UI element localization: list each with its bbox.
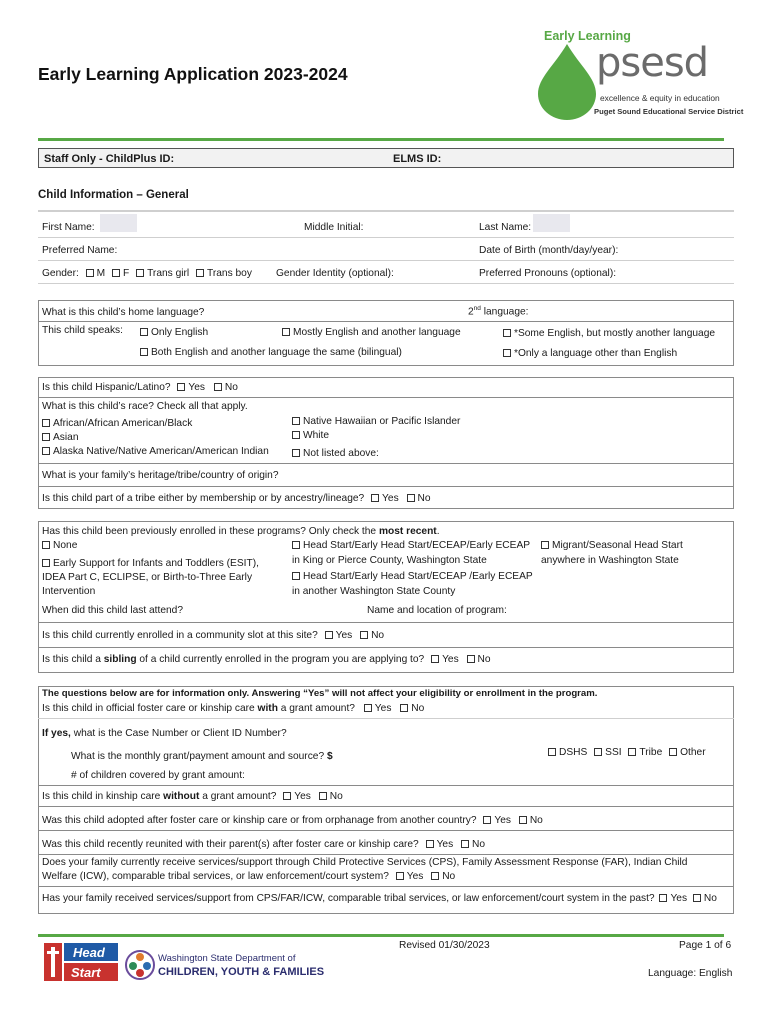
past-services-row xyxy=(42,893,717,904)
race-hawaiian-checkbox[interactable] xyxy=(292,417,300,425)
hispanic-question: Is this child Hispanic/Latino? xyxy=(42,382,171,393)
kinship-question-start: Is this child in kinship care xyxy=(42,791,164,802)
race-not-listed-option: Not listed above: xyxy=(292,448,379,459)
elms-id-label: ELMS ID: xyxy=(393,153,442,165)
head-start-logo xyxy=(44,943,118,981)
cps-no-label: No xyxy=(442,871,456,882)
sibling-question-start: Is this child a xyxy=(42,654,104,665)
middle-initial-label: Middle Initial: xyxy=(304,222,364,233)
foster-question-end: a grant amount? xyxy=(277,703,355,714)
kinship-no-label: No xyxy=(329,791,343,802)
hs-other-line-2: in another Washington State County xyxy=(292,586,456,597)
revised-date: Revised 01/30/2023 xyxy=(399,940,490,951)
hs-other-option: Head Start/Early Head Start/ECEAP /Early ECEAP xyxy=(292,571,533,582)
cps-yes-checkbox[interactable] xyxy=(396,872,404,880)
row-divider xyxy=(38,622,734,623)
cps-row xyxy=(42,871,455,882)
row-divider xyxy=(38,486,734,487)
source-tribe-label: Tribe xyxy=(639,747,663,758)
tribe-yes-checkbox[interactable] xyxy=(371,494,379,502)
mostly-english-checkbox[interactable] xyxy=(282,328,290,336)
adopted-no-checkbox[interactable] xyxy=(519,816,527,824)
past-yes-checkbox[interactable] xyxy=(659,894,667,902)
foster-question-bold: with xyxy=(257,703,278,714)
row-divider xyxy=(38,647,734,648)
last-name-label: Last Name: xyxy=(479,222,532,233)
reunited-no-label: No xyxy=(472,839,486,850)
language-label: Language: English xyxy=(648,968,733,979)
cps-yes-label: Yes xyxy=(406,871,424,882)
tribe-yes-label: Yes xyxy=(382,493,399,504)
tribe-no-checkbox[interactable] xyxy=(407,494,415,502)
foster-yes-label: Yes xyxy=(374,703,392,714)
race-african-checkbox[interactable] xyxy=(42,419,50,427)
gender-transgirl-label: Trans girl xyxy=(147,268,190,279)
some-english-checkbox[interactable] xyxy=(503,329,511,337)
dcyf-line-2: CHILDREN, YOUTH & FAMILIES xyxy=(158,966,325,978)
esit-option: Early Support for Infants and Toddlers (ESIT), xyxy=(42,558,259,569)
tribe-question: Is this child part of a tribe either by membership or by ancestry/lineage? xyxy=(42,493,365,504)
only-other-checkbox[interactable] xyxy=(503,349,511,357)
esit-line-2: IDEA Part C, ECLIPSE, or Birth-to-Three Early xyxy=(42,572,253,583)
row-divider xyxy=(38,260,734,261)
reunited-question: Was this child recently reunited with their parent(s) after foster care or kinship care? xyxy=(42,839,419,850)
gender-f-label: F xyxy=(123,268,130,279)
tribe-no-label: No xyxy=(417,493,431,504)
adopted-yes-label: Yes xyxy=(494,815,511,826)
past-no-checkbox[interactable] xyxy=(693,894,701,902)
row-divider xyxy=(38,830,734,831)
pronouns-label: Preferred Pronouns (optional): xyxy=(479,268,617,279)
foster-grant-row xyxy=(42,703,424,714)
heritage-question: What is your family’s heritage/tribe/country of origin? xyxy=(42,470,279,481)
esit-line-3: Intervention xyxy=(42,586,96,597)
gender-transboy-label: Trans boy xyxy=(207,268,252,279)
second-language-label: 2nd language: xyxy=(468,305,529,318)
hispanic-no-label: No xyxy=(224,382,238,393)
bilingual-checkbox[interactable] xyxy=(140,348,148,356)
row-divider xyxy=(38,886,734,887)
children-covered-label: # of children covered by grant amount: xyxy=(71,770,245,781)
kinship-no-checkbox[interactable] xyxy=(319,792,327,800)
race-question: What is this child’s race? Check all that apply. xyxy=(42,401,248,412)
migrant-line-2: anywhere in Washington State xyxy=(541,555,679,566)
adopted-no-label: No xyxy=(529,815,543,826)
source-other-checkbox[interactable] xyxy=(669,748,677,756)
logo-early-learning: Early Learning xyxy=(544,29,631,43)
gender-transboy-checkbox[interactable] xyxy=(196,269,204,277)
source-tribe-checkbox[interactable] xyxy=(628,748,636,756)
gender-m-label: M xyxy=(96,268,106,279)
psesd-drop-logo xyxy=(534,44,600,120)
hispanic-no-checkbox[interactable] xyxy=(214,383,222,391)
first-name-field[interactable] xyxy=(100,214,137,232)
source-ssi-checkbox[interactable] xyxy=(594,748,602,756)
row-divider xyxy=(38,463,734,464)
migrant-checkbox[interactable] xyxy=(541,541,549,549)
logo-psesd-wordmark: psesd xyxy=(596,40,709,86)
foster-question-start: Is this child in official foster care or kinship care xyxy=(42,703,258,714)
last-name-field[interactable] xyxy=(533,214,570,232)
footer-green-rule xyxy=(38,934,724,937)
bilingual-option: Both English and another language the same (bilingual) xyxy=(140,347,402,358)
dcyf-logo xyxy=(124,947,325,983)
race-not-listed-checkbox[interactable] xyxy=(292,449,300,457)
race-white-checkbox[interactable] xyxy=(292,431,300,439)
sibling-question-bold: sibling xyxy=(103,654,137,665)
some-english-option: *Some English, but mostly another language xyxy=(503,328,715,339)
community-yes-checkbox[interactable] xyxy=(325,631,333,639)
only-other-option: *Only a language other than English xyxy=(503,348,677,359)
row-divider xyxy=(38,237,734,238)
previous-enrollment-question: Has this child been previously enrolled in these programs? Only check the most recent. xyxy=(42,526,440,537)
section-divider xyxy=(38,210,734,212)
info-only-notice: The questions below are for information only. Answering “Yes” will not affect your eligibility or enrollment in the program. xyxy=(42,688,598,699)
past-yes-label: Yes xyxy=(670,893,688,904)
none-checkbox[interactable] xyxy=(42,541,50,549)
kinship-row xyxy=(42,791,343,802)
adopted-question: Was this child adopted after foster care or kinship care or from orphanage from another country? xyxy=(42,815,477,826)
page-number: Page 1 of 6 xyxy=(679,940,732,951)
race-alaska-option: Alaska Native/Native American/American Indian xyxy=(42,446,269,457)
hs-other-checkbox[interactable] xyxy=(292,572,300,580)
kinship-yes-label: Yes xyxy=(294,791,311,802)
row-divider xyxy=(38,397,734,398)
case-number-label: If yes, what is the Case Number or Client ID Number? xyxy=(42,728,287,739)
esit-checkbox[interactable] xyxy=(42,559,50,567)
hs-king-line-2: in King or Pierce County, Washington State xyxy=(292,555,487,566)
sibling-row xyxy=(42,654,491,665)
source-ssi-label: SSI xyxy=(605,747,622,758)
source-dshs-checkbox[interactable] xyxy=(548,748,556,756)
last-attend-label: When did this child last attend? xyxy=(42,605,184,616)
reunited-row xyxy=(42,839,485,850)
hispanic-yes-label: Yes xyxy=(188,382,206,393)
race-alaska-checkbox[interactable] xyxy=(42,447,50,455)
child-info-heading: Child Information – General xyxy=(38,189,189,201)
gender-row xyxy=(42,268,252,279)
row-divider xyxy=(38,321,734,322)
adopted-row xyxy=(42,815,543,826)
race-african-option: African/African American/Black xyxy=(42,418,192,429)
community-yes-label: Yes xyxy=(335,630,353,641)
only-english-checkbox[interactable] xyxy=(140,328,148,336)
past-no-label: No xyxy=(703,893,717,904)
dcyf-line-1: Washington State Department of xyxy=(158,953,296,964)
past-services-question: Has your family received services/support from CPS/FAR/ICW, comparable tribal services, or law enforcement/court system in the past? xyxy=(42,893,655,904)
hispanic-yes-checkbox[interactable] xyxy=(177,383,185,391)
foster-yes-checkbox[interactable] xyxy=(364,704,372,712)
row-divider xyxy=(38,854,734,855)
grant-source-options xyxy=(548,747,706,758)
gender-identity-label: Gender Identity (optional): xyxy=(276,268,394,279)
source-other-label: Other xyxy=(680,747,706,758)
cps-question-line-2: Welfare (ICW), comparable tribal services, or law enforcement/court system? xyxy=(42,871,389,882)
race-white-option: White xyxy=(292,430,329,441)
row-divider xyxy=(38,283,734,284)
kinship-question-bold: without xyxy=(163,791,200,802)
home-language-label: What is this child’s home language? xyxy=(42,307,205,318)
sibling-no-label: No xyxy=(477,654,491,665)
sibling-yes-checkbox[interactable] xyxy=(431,655,439,663)
kinship-yes-checkbox[interactable] xyxy=(283,792,291,800)
head-start-logo-start: Start xyxy=(71,965,101,980)
foster-no-checkbox[interactable] xyxy=(400,704,408,712)
hs-king-checkbox[interactable] xyxy=(292,541,300,549)
reunited-yes-checkbox[interactable] xyxy=(426,840,434,848)
foster-no-label: No xyxy=(411,703,425,714)
cps-question-line-1: Does your family currently receive services/support through Child Protective Services (CPS), Family Assessment Response (FAR), Indian Child xyxy=(42,857,688,868)
hispanic-row xyxy=(42,382,238,393)
head-start-logo-head: Head xyxy=(73,945,105,960)
gender-transgirl-checkbox[interactable] xyxy=(136,269,144,277)
sibling-question-end: of a child currently enrolled in the program you are applying to? xyxy=(136,654,425,665)
dob-label: Date of Birth (month/day/year): xyxy=(479,245,619,256)
preferred-name-label: Preferred Name: xyxy=(42,245,118,256)
page-title: Early Learning Application 2023-2024 xyxy=(38,64,348,84)
row-divider xyxy=(38,785,734,786)
program-name-label: Name and location of program: xyxy=(367,605,507,616)
adopted-yes-checkbox[interactable] xyxy=(483,816,491,824)
race-asian-option: Asian xyxy=(42,432,78,443)
logo-tagline: excellence & equity in education xyxy=(600,93,720,103)
childplus-id-label: Staff Only - ChildPlus ID: xyxy=(44,153,175,165)
community-slot-question: Is this child currently enrolled in a community slot at this site? xyxy=(42,630,318,641)
migrant-option: Migrant/Seasonal Head Start xyxy=(541,540,683,551)
reunited-no-checkbox[interactable] xyxy=(461,840,469,848)
gender-f-checkbox[interactable] xyxy=(112,269,120,277)
grant-amount-label: What is the monthly grant/payment amount and source? $ xyxy=(71,751,333,762)
gender-m-checkbox[interactable] xyxy=(86,269,94,277)
race-hawaiian-option: Native Hawaiian or Pacific Islander xyxy=(292,416,460,427)
only-english-option: Only English xyxy=(140,327,208,338)
race-asian-checkbox[interactable] xyxy=(42,433,50,441)
gender-label: Gender: xyxy=(42,268,79,279)
none-option: None xyxy=(42,540,77,551)
header-green-rule xyxy=(38,138,724,141)
row-divider xyxy=(38,806,734,807)
community-no-checkbox[interactable] xyxy=(360,631,368,639)
tribe-row xyxy=(42,493,431,504)
sibling-yes-label: Yes xyxy=(442,654,459,665)
mostly-english-option: Mostly English and another language xyxy=(282,327,461,338)
community-no-label: No xyxy=(371,630,385,641)
speaks-label: This child speaks: xyxy=(42,325,123,336)
first-name-label: First Name: xyxy=(42,222,95,233)
reunited-yes-label: Yes xyxy=(436,839,454,850)
hs-king-option: Head Start/Early Head Start/ECEAP/Early ECEAP xyxy=(292,540,530,551)
community-slot-row xyxy=(42,630,384,641)
logo-district: Puget Sound Educational Service District xyxy=(594,107,744,116)
kinship-question-end: a grant amount? xyxy=(199,791,277,802)
cps-no-checkbox[interactable] xyxy=(431,872,439,880)
source-dshs-label: DSHS xyxy=(559,747,588,758)
sibling-no-checkbox[interactable] xyxy=(467,655,475,663)
row-divider xyxy=(38,718,734,719)
